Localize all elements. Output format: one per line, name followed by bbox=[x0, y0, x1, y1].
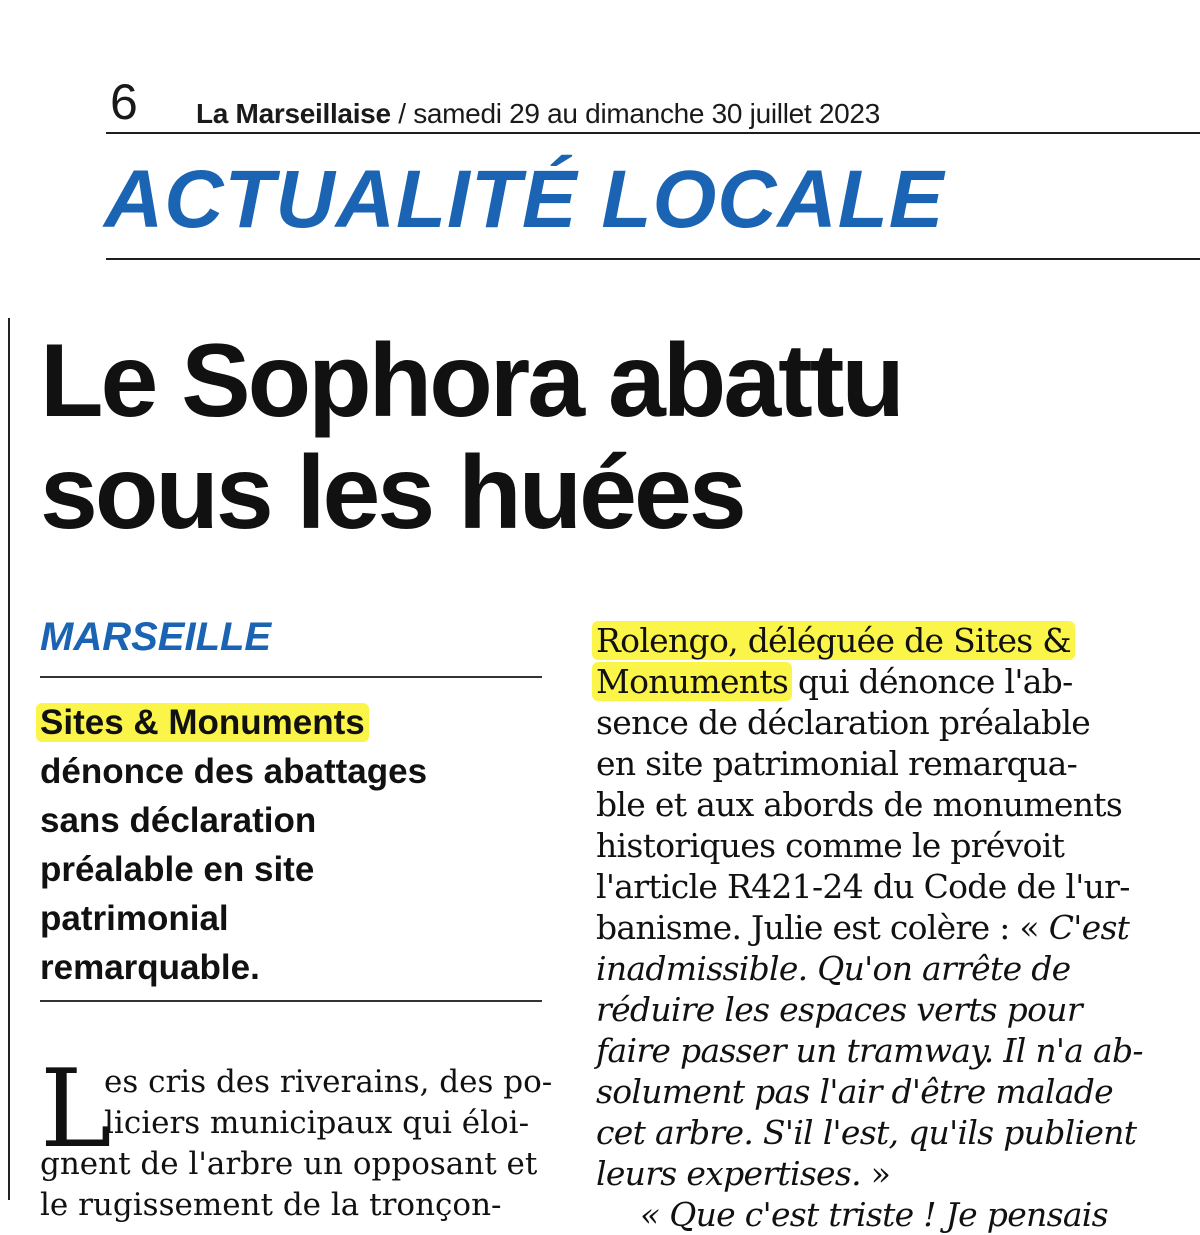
headline bbox=[40, 325, 1180, 549]
standfirst-line: patrimonial bbox=[40, 899, 229, 938]
body-line: sence de déclaration préalable bbox=[596, 703, 1091, 742]
standfirst-line: remarquable. bbox=[40, 948, 260, 987]
body-text: » bbox=[860, 1154, 891, 1193]
quote-line: inadmissible. Qu'on arrête de bbox=[596, 949, 1071, 988]
section-rule bbox=[106, 258, 1200, 260]
body-line: en site patrimonial remarqua- bbox=[596, 744, 1078, 783]
quote-line: solument pas l'air d'être malade bbox=[596, 1072, 1114, 1111]
body-line: liciers municipaux qui éloi- bbox=[104, 1105, 530, 1141]
standfirst bbox=[40, 698, 542, 992]
body-line: es cris des riverains, des po- bbox=[104, 1064, 553, 1100]
section-title: ACTUALITÉ LOCALE bbox=[104, 154, 945, 245]
header-rule bbox=[106, 132, 1200, 134]
body-line: ble et aux abords de monuments bbox=[596, 785, 1123, 824]
article-left-border bbox=[8, 318, 10, 1200]
highlighted-text: Monuments bbox=[592, 662, 792, 701]
quote-line: réduire les espaces verts pour bbox=[596, 990, 1082, 1029]
highlighted-text: Rolengo, déléguée de Sites & bbox=[592, 621, 1075, 660]
masthead bbox=[196, 96, 880, 132]
body-text: banisme. Julie est colère : « bbox=[596, 908, 1049, 947]
drop-cap: L bbox=[40, 1047, 112, 1172]
quote-text: leurs expertises. bbox=[596, 1154, 861, 1193]
body-line: l'article R421-24 du Code de l'ur- bbox=[596, 867, 1130, 906]
page-number: 6 bbox=[110, 74, 138, 130]
standfirst-line: sans déclaration bbox=[40, 801, 317, 840]
quote-line: « Que c'est triste ! Je pensais bbox=[640, 1195, 1108, 1234]
newspaper-name: La Marseillaise bbox=[196, 98, 391, 129]
body-column-left bbox=[40, 1047, 553, 1226]
headline-line-2: sous les huées bbox=[40, 435, 744, 551]
headline-line-1: Le Sophora abattu bbox=[40, 323, 902, 439]
quote-line: faire passer un tramway. Il n'a ab- bbox=[596, 1031, 1143, 1070]
body-line: le rugissement de la tronçon- bbox=[40, 1187, 502, 1223]
standfirst-line: dénonce des abattages bbox=[40, 752, 428, 791]
highlighted-organization: Sites & Monuments bbox=[36, 703, 369, 742]
body-text: qui dénonce l'ab- bbox=[788, 662, 1073, 701]
masthead-separator: / bbox=[390, 98, 414, 129]
quote-text: C'est bbox=[1048, 908, 1130, 947]
issue-date: samedi 29 au dimanche 30 juillet 2023 bbox=[413, 98, 880, 129]
body-line: historiques comme le prévoit bbox=[596, 826, 1065, 865]
quote-line: cet arbre. S'il l'est, qu'ils publient bbox=[596, 1113, 1137, 1152]
body-column-right bbox=[596, 620, 1156, 1235]
standfirst-line: préalable en site bbox=[40, 850, 315, 889]
dateline: MARSEILLE bbox=[40, 615, 272, 659]
dateline-rule bbox=[40, 676, 542, 678]
standfirst-rule bbox=[40, 1000, 542, 1002]
body-line: gnent de l'arbre un opposant et bbox=[40, 1146, 538, 1182]
